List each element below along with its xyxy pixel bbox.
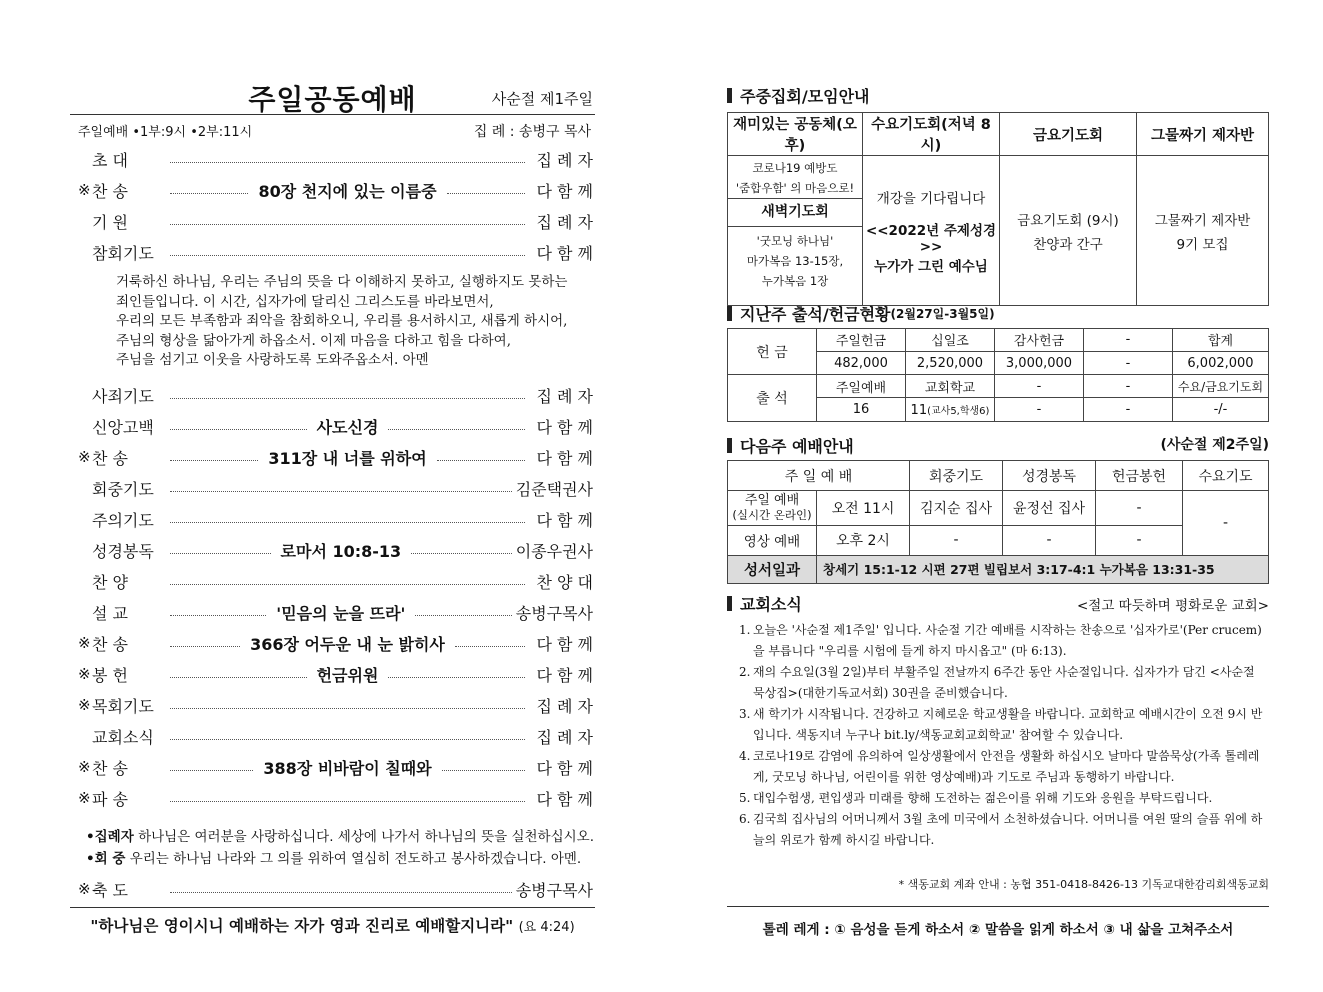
standing-mark: ※: [78, 880, 91, 898]
cell: 주일헌금: [817, 329, 906, 352]
leader-dots: [170, 615, 266, 616]
order-row: [78, 446, 593, 468]
news-text: 코로나19로 감염에 유의하여 일상생활에서 안전을 생활화 하십시오 날마다 말씀묵상(가족 톨레레게, 굿모닝 하나님, 어린이를 위한 영상예배)과 기도로 주님과 동행하기 바랍니다.: [753, 749, 1260, 784]
order-item-name: 사죄기도: [92, 386, 154, 406]
news-number: 6.: [739, 812, 751, 826]
leader-dots: [170, 398, 525, 399]
cell: 오후 2시: [817, 525, 910, 555]
col-header: 수요기도: [1183, 461, 1269, 491]
dawn-prayer-label: 새벽기도회: [728, 198, 862, 227]
order-row: [78, 539, 593, 561]
next-week-table: [727, 460, 1269, 584]
order-item-name: 주의기도: [92, 510, 154, 530]
cell: 오전 11시: [817, 491, 910, 525]
verse-ref: (요 4:24): [518, 920, 575, 935]
cell-text: 찬양과 간구: [1033, 236, 1103, 253]
order-row: [78, 415, 593, 437]
order-item-leader: 다 함 께: [536, 181, 593, 201]
prayer-line: 주님을 섬기고 이웃을 사랑하도록 도와주옵소서. 아멘: [116, 352, 429, 368]
news-item: [739, 704, 1269, 746]
order-item-detail: 80장 천지에 있는 이름중: [252, 179, 442, 202]
cell: 김지순 집사: [910, 491, 1003, 525]
leader-dots: [170, 708, 525, 709]
cell-text: 누가가 그린 예수님: [874, 258, 988, 275]
news-item: [739, 746, 1269, 788]
standing-mark: ※: [78, 634, 91, 652]
order-item-name: 찬 송: [92, 634, 128, 654]
order-item-name: 찬 송: [92, 181, 128, 201]
news-item: [739, 809, 1269, 851]
cell: -: [1096, 491, 1183, 525]
weekly-meetings-table: [727, 112, 1269, 306]
leader-dots: [170, 193, 248, 194]
cell: -: [1084, 375, 1173, 398]
news-number: 1.: [739, 623, 751, 637]
order-item-leader: 집 례 자: [536, 212, 593, 232]
cell: 십일조: [906, 329, 995, 352]
cell: 16: [817, 398, 906, 422]
friday-cell: [1000, 156, 1137, 306]
order-item-leader: 송병구목사: [515, 603, 594, 623]
prayer-line: 거룩하신 하나님, 우리는 주님의 뜻을 다 이해하지 못하고, 실행하지도 못하는: [116, 274, 568, 290]
cell: -: [1096, 525, 1183, 555]
order-item-leader: 다 함 께: [536, 665, 594, 685]
section-title: 다음주 예배안내: [740, 437, 854, 456]
sending-label: •집례자: [86, 829, 134, 845]
order-row: [78, 148, 593, 170]
order-item-leader: 집 례 자: [536, 150, 593, 170]
service-times: 주일예배 •1부:9시 •2부:11시: [78, 125, 253, 140]
sending-text: 우리는 하나님 나라와 그 의를 위하여 열심히 전도하고 봉사하겠습니다. 아멘.: [129, 851, 582, 867]
order-item-leader: 다 함 께: [536, 789, 593, 809]
order-row: [78, 601, 593, 623]
presider: 집 례 : 송병구 목사: [473, 124, 591, 140]
standing-mark: ※: [78, 789, 91, 807]
leader-dots: [170, 770, 253, 771]
tolle-lege-footer: 톨레 레게 : ① 음성을 듣게 하소서 ② 말씀을 읽게 하소서 ③ 내 삶을 고쳐주소서: [762, 922, 1234, 938]
order-item-name: 교회소식: [92, 727, 154, 747]
col-header: 재미있는 공동체(오후): [728, 113, 863, 156]
church-motto: <절고 따듯하며 평화로운 교회>: [1077, 598, 1269, 614]
standing-mark: ※: [78, 696, 91, 714]
bank-account: * 색동교회 계좌 안내 : 농협 351-0418-8426-13 기독교대한감리회색동교회: [898, 878, 1269, 891]
cell-text: <<2022년 주제성경>>: [865, 222, 997, 255]
news-number: 5.: [739, 791, 751, 805]
col-header: 주 일 예 배: [728, 461, 910, 491]
order-item-leader: 이종우권사: [515, 541, 593, 561]
leader-dots: [388, 677, 525, 678]
bullet-bar-icon: [727, 596, 732, 611]
cell: -: [1084, 329, 1173, 352]
bullet-bar-icon: [727, 306, 732, 321]
sending-text: 하나님은 여러분을 사랑하십니다. 세상에 나가서 하나님의 뜻을 실천하십시오.: [138, 829, 594, 845]
sending-label: •회 중: [86, 851, 126, 867]
leader-dots: [170, 162, 525, 163]
leader-dots: [415, 615, 511, 616]
news-text: 재의 수요일(3월 2일)부터 부활주일 전날까지 6주간 동안 사순절입니다. 십자가가 담긴 <사순절 묵상집>(대한기독교서회) 30권을 준비했습니다.: [753, 665, 1255, 700]
announcements-page: [727, 80, 1269, 940]
sending-congregation: [86, 847, 581, 867]
cell-text: 그물짜기 제자반: [1154, 212, 1251, 229]
order-item-leader: 다 함 께: [536, 758, 593, 778]
cell-text: 9기 모집: [1176, 236, 1229, 253]
cell-subtext: (교사5,학생6): [927, 405, 990, 417]
order-item-name: 초 대: [92, 150, 128, 170]
section-heading: [727, 84, 870, 107]
leader-dots: [170, 522, 525, 523]
service-label: 영상 예배: [728, 525, 817, 555]
news-text: 김국희 집사님의 어머니께서 3월 초에 미국에서 소천하셨습니다. 어머니를 여읜 딸의 슬픔 위에 하늘의 위로가 함께 하시길 바랍니다.: [753, 812, 1263, 847]
cell-text: (실시간 온라인): [732, 507, 812, 522]
leader-dots: [447, 193, 525, 194]
col-header: 회중기도: [910, 461, 1003, 491]
worship-order-page: [70, 70, 595, 940]
cell: -: [1084, 351, 1173, 375]
order-item-detail: 311장 내 너를 위하여: [262, 446, 432, 469]
leader-dots: [442, 770, 525, 771]
bible-verse: [70, 914, 595, 936]
order-row: [78, 878, 593, 900]
cell-text: '굿모닝 하나님': [756, 234, 834, 248]
col-header: 그물짜기 제자반: [1137, 113, 1269, 156]
news-item: [739, 620, 1269, 662]
order-item-name: 기 원: [92, 212, 128, 232]
leader-dots: [170, 739, 525, 740]
col-header: 성경봉독: [1003, 461, 1096, 491]
cell: -: [1084, 398, 1173, 422]
cell: 주일예배: [817, 375, 906, 398]
order-row: [78, 632, 593, 654]
cell-text: 코로나19 예방도: [752, 161, 838, 175]
cell: 482,000: [817, 351, 906, 375]
page-title: 주일공동예배: [248, 83, 417, 116]
order-item-detail: '믿음의 눈을 뜨라': [270, 601, 411, 624]
news-item: [739, 662, 1269, 704]
disciple-cell: [1137, 156, 1269, 306]
cell: -: [910, 525, 1003, 555]
order-row: [78, 241, 593, 263]
cell: -/-: [1173, 398, 1269, 422]
lectionary-label: 성서일과: [728, 555, 817, 583]
cell: 합계: [1173, 329, 1269, 352]
order-item-leader: 다 함 께: [536, 417, 594, 437]
prayer-line: 주님의 형상을 닮아가게 하옵소서. 이제 마음을 다하고 힘을 다하여,: [116, 332, 512, 349]
order-item-leader: 집 례 자: [536, 696, 593, 716]
leader-dots: [170, 255, 525, 256]
row-label: 출 석: [728, 375, 817, 422]
order-item-name: 성경봉독: [92, 541, 154, 561]
cell: 6,002,000: [1173, 351, 1269, 375]
verse-text: "하나님은 영이시니 예배하는 자가 영과 진리로 예배할지니라": [90, 917, 514, 935]
cell: -: [1183, 491, 1269, 556]
order-item-leader: 다 함 께: [536, 243, 593, 263]
order-item-detail: 헌금위원: [311, 663, 385, 686]
leader-dots: [170, 491, 512, 492]
order-item-name: 설 교: [92, 603, 128, 623]
standing-mark: ※: [78, 448, 91, 466]
cell-text: 누가복음 1장: [761, 274, 829, 288]
order-item-leader: 송병구목사: [515, 880, 593, 900]
wednesday-cell: [863, 156, 1000, 306]
cell-text: 개강을 기다립니다: [876, 190, 986, 207]
leader-dots: [170, 801, 525, 802]
order-item-leader: 찬 양 대: [536, 572, 593, 592]
order-row: [78, 477, 593, 499]
attendance-offering-table: [727, 328, 1269, 422]
lectionary-text: 창세기 15:1-12 시편 27편 빌립보서 3:17-4:1 누가복음 13:31-35: [817, 555, 1269, 583]
col-header: 헌금봉헌: [1096, 461, 1183, 491]
leader-dots: [455, 646, 525, 647]
leader-dots: [411, 553, 512, 554]
cell-text: '줌합우함' 의 마음으로!: [735, 181, 855, 195]
order-item-detail: 366장 어두운 내 눈 밝히사: [244, 632, 451, 655]
service-label: [728, 491, 817, 525]
row-label: 헌 금: [728, 329, 817, 375]
leader-dots: [170, 892, 512, 893]
order-item-detail: 388장 비바람이 칠때와: [257, 756, 437, 779]
divider: [70, 907, 595, 908]
sending-presider: [86, 825, 594, 845]
section-title: 교회소식: [740, 595, 802, 614]
order-item-name: 참회기도: [92, 243, 154, 263]
order-item-leader: 다 함 께: [536, 448, 593, 468]
leader-dots: [170, 224, 525, 225]
cell: [906, 398, 995, 422]
leader-dots: [170, 677, 307, 678]
season-label: 사순절 제1주일: [491, 90, 593, 108]
news-text: 오늘은 '사순절 제1주일' 입니다. 사순절 기간 예배를 시작하는 찬송으로 '십자가로'(Per crucem)을 부릅니다 "우리를 시험에 들게 하지 마시옵고" (마 6:13).: [753, 623, 1262, 658]
order-item-leader: 집 례 자: [536, 727, 593, 747]
order-row: [78, 210, 593, 232]
order-row: [78, 787, 593, 809]
cell: -: [995, 398, 1084, 422]
cell: 교회학교: [906, 375, 995, 398]
order-row: [78, 756, 593, 778]
leader-dots: [170, 460, 258, 461]
section-title: 지난주 출석/헌금현황: [740, 305, 891, 324]
order-row: [78, 508, 593, 530]
news-number: 3.: [739, 707, 751, 721]
order-item-name: 찬 송: [92, 448, 128, 468]
col-header: 금요기도회: [1000, 113, 1137, 156]
cell: 2,520,000: [906, 351, 995, 375]
order-item-leader: 집 례 자: [536, 386, 593, 406]
bullet-bar-icon: [727, 438, 732, 453]
order-item-leader: 김준택권사: [515, 479, 593, 499]
cell-text: 마가복음 13-15장,: [746, 254, 844, 268]
section-heading: [727, 434, 854, 457]
news-text: 대입수험생, 편입생과 미래를 향해 도전하는 젊은이를 위해 기도와 응원을 부탁드립니다.: [753, 791, 1213, 805]
order-row: [78, 179, 593, 201]
order-item-detail: 로마서 10:8-13: [275, 539, 408, 562]
cell: -: [1003, 525, 1096, 555]
divider: [727, 906, 1269, 907]
standing-mark: ※: [78, 758, 91, 776]
prayer-line: 우리의 모든 부족함과 죄악을 참회하오니, 우리를 용서하시고, 새롭게 하시어,: [116, 313, 568, 329]
order-item-leader: 다 함 께: [536, 510, 593, 530]
section-heading: [727, 302, 995, 325]
leader-dots: [170, 646, 240, 647]
section-subtitle: (2월27일-3월5일): [890, 307, 995, 321]
leader-dots: [388, 429, 525, 430]
news-number: 2.: [739, 665, 751, 679]
standing-mark: ※: [78, 665, 91, 683]
order-item-name: 찬 송: [92, 758, 128, 778]
next-week-season: (사순절 제2주일): [1160, 437, 1269, 453]
section-title: 주중집회/모임안내: [740, 87, 870, 106]
order-item-name: 찬 양: [92, 572, 128, 592]
leader-dots: [170, 553, 271, 554]
cell: -: [995, 375, 1084, 398]
leader-dots: [437, 460, 525, 461]
col-header: 수요기도회(저녁 8시): [863, 113, 1000, 156]
standing-mark: ※: [78, 181, 91, 199]
order-item-leader: 다 함 께: [536, 634, 594, 654]
order-row: [78, 694, 593, 716]
community-cell: [728, 156, 863, 306]
news-number: 4.: [739, 749, 751, 763]
leader-dots: [170, 584, 525, 585]
order-row: [78, 663, 593, 685]
order-item-name: 파 송: [92, 789, 128, 809]
order-item-name: 축 도: [92, 880, 128, 900]
cell: 수요/금요기도회: [1173, 375, 1269, 398]
order-row: [78, 725, 593, 747]
cell: 윤정선 집사: [1003, 491, 1096, 525]
order-row: [78, 570, 593, 592]
news-item: [739, 788, 1269, 809]
leader-dots: [170, 429, 307, 430]
order-row: [78, 384, 593, 406]
order-item-name: 봉 헌: [92, 665, 128, 685]
order-item-name: 신앙고백: [92, 417, 154, 437]
prayer-line: 죄인들입니다. 이 시간, 십자가에 달리신 그리스도를 바라보면서,: [116, 293, 494, 310]
news-list: [739, 620, 1269, 851]
cell-text: 11: [910, 402, 928, 418]
confession-prayer: [116, 273, 596, 371]
news-text: 새 학기가 시작됩니다. 건강하고 지혜로운 학교생활을 바랍니다. 교회학교 예배시간이 오전 9시 반입니다. 색동지녀 누구나 bit.ly/색동교회교회학교' 참여할 수 있습니다.: [753, 707, 1263, 742]
order-item-name: 회중기도: [92, 479, 154, 499]
bullet-bar-icon: [727, 88, 732, 103]
cell: 3,000,000: [995, 351, 1084, 375]
cell: 감사헌금: [995, 329, 1084, 352]
section-heading: [727, 592, 802, 615]
order-item-name: 목회기도: [92, 696, 154, 716]
divider: [70, 114, 595, 115]
order-item-detail: 사도신경: [311, 415, 385, 438]
cell-text: 금요기도회 (9시): [1017, 212, 1119, 229]
cell-text: 주일 예배: [744, 492, 800, 508]
